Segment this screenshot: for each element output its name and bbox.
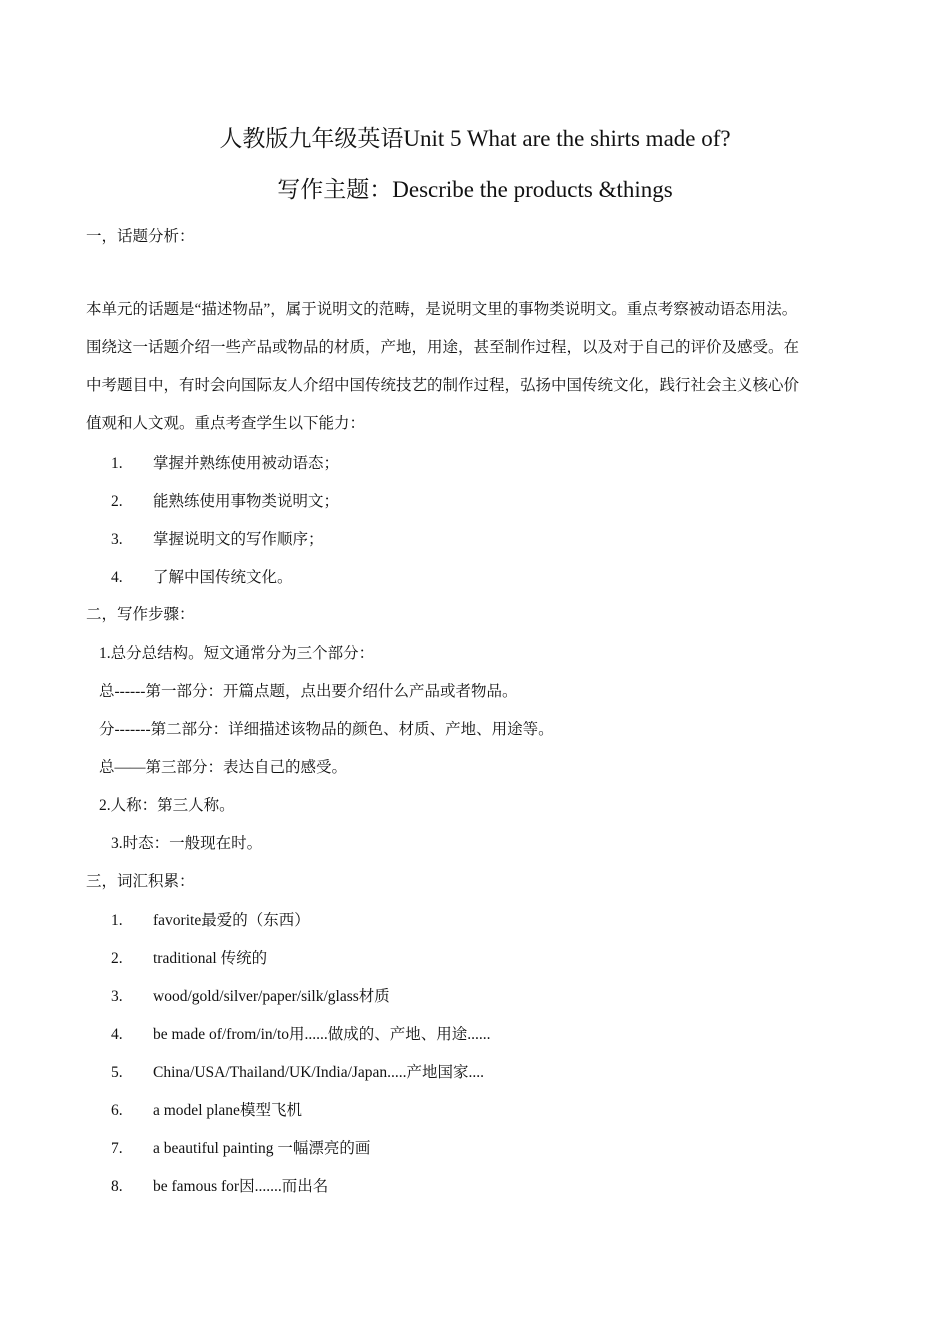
list-number: 1.: [111, 455, 123, 472]
ability-item: 能熟练使用事物类说明文；: [153, 493, 340, 510]
vocab-item: traditional 传统的: [153, 950, 268, 967]
list-number: 2.: [111, 950, 123, 967]
writing-step-line: 分-------第二部分：详细描述该物品的颜色、材质、产地、用途等。: [99, 721, 554, 738]
writing-step-line: 1.总分总结构。短文通常分为三个部分：: [99, 645, 375, 662]
vocab-item: a model plane模型飞机: [153, 1102, 302, 1119]
list-number: 5.: [111, 1064, 123, 1081]
document-subtitle: 写作主题：Describe the products &things: [277, 177, 673, 202]
paragraph-line: 围绕这一话题介绍一些产品或物品的材质，产地，用途，甚至制作过程，以及对于自己的评价及感受。在: [86, 339, 800, 356]
list-number: 3.: [111, 531, 123, 548]
topic-analysis-paragraph: [86, 291, 866, 443]
vocab-item: favorite最爱的（东西）: [153, 912, 310, 929]
document-title: 人教版九年级英语Unit 5 What are the shirts made of?: [219, 126, 731, 151]
ability-item: 掌握说明文的写作顺序；: [153, 531, 324, 548]
list-number: 7.: [111, 1140, 123, 1157]
writing-step-line: 总——第三部分：表达自己的感受。: [99, 759, 348, 776]
vocab-item: be famous for因.......而出名: [153, 1178, 329, 1195]
section-heading-vocabulary: 三，词汇积累：: [86, 873, 195, 890]
paragraph-line: 中考题目中，有时会向国际友人介绍中国传统技艺的制作过程，弘扬中国传统文化，践行社会主义核心价: [86, 377, 800, 394]
vocab-item: China/USA/Thailand/UK/India/Japan.....产地国家....: [153, 1064, 485, 1081]
writing-step-line: 总------第一部分：开篇点题，点出要介绍什么产品或者物品。: [99, 683, 518, 700]
paragraph-line: 本单元的话题是“描述物品”，属于说明文的范畴，是说明文里的事物类说明文。重点考察被动语态用法。: [86, 301, 798, 318]
writing-step-line: 2.人称：第三人称。: [99, 797, 235, 814]
list-number: 3.: [111, 988, 123, 1005]
vocab-item: be made of/from/in/to用......做成的、产地、用途......: [153, 1026, 491, 1043]
vocab-item: a beautiful painting 一幅漂亮的画: [153, 1140, 371, 1157]
vocab-item: wood/gold/silver/paper/silk/glass材质: [153, 988, 390, 1005]
writing-step-line: 3.时态：一般现在时。: [111, 835, 263, 852]
ability-item: 掌握并熟练使用被动语态；: [153, 455, 340, 472]
list-number: 4.: [111, 569, 123, 586]
list-number: 8.: [111, 1178, 123, 1195]
list-number: 2.: [111, 493, 123, 510]
ability-item: 了解中国传统文化。: [153, 569, 293, 586]
list-number: 1.: [111, 912, 123, 929]
paragraph-line: 值观和人文观。重点考查学生以下能力：: [86, 415, 366, 432]
section-heading-topic-analysis: 一，话题分析：: [86, 228, 195, 245]
list-number: 4.: [111, 1026, 123, 1043]
list-number: 6.: [111, 1102, 123, 1119]
section-heading-writing-steps: 二，写作步骤：: [86, 606, 195, 623]
